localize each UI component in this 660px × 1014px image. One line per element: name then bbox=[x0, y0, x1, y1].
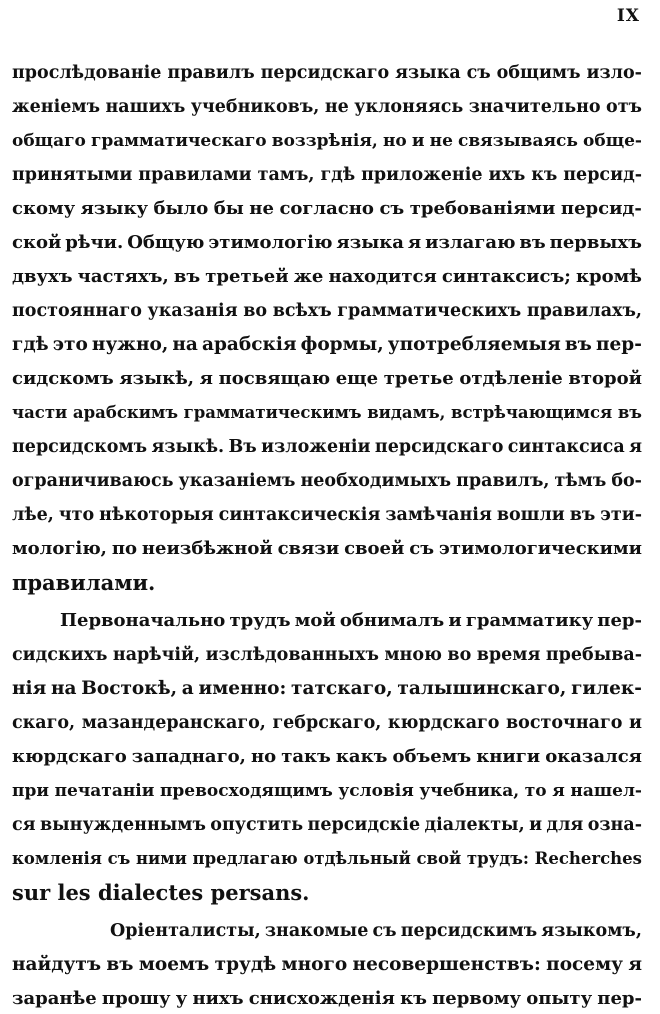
word: обнималъ bbox=[339, 610, 445, 631]
word: воззрѣнія, bbox=[271, 131, 378, 151]
word: персидскіе bbox=[307, 815, 421, 835]
text-line bbox=[12, 92, 642, 122]
text-line bbox=[12, 500, 642, 530]
word: опустить bbox=[210, 815, 304, 835]
word: видамъ, bbox=[367, 403, 446, 422]
word: учебника, bbox=[419, 781, 520, 801]
word: объемъ bbox=[392, 746, 472, 767]
word: грамматическаго bbox=[90, 131, 267, 151]
word: посему bbox=[546, 954, 623, 975]
word: правилами bbox=[138, 165, 252, 185]
word: діалекты, bbox=[424, 815, 525, 835]
word: съ bbox=[372, 921, 397, 941]
word: персид- bbox=[563, 165, 642, 185]
text-line bbox=[12, 534, 642, 564]
word: съ bbox=[409, 538, 435, 559]
text-line bbox=[12, 742, 642, 772]
text-line bbox=[12, 398, 642, 428]
word: трудъ bbox=[229, 610, 291, 631]
word: изложеніи bbox=[261, 437, 371, 457]
word: въ bbox=[569, 505, 596, 525]
text-line bbox=[12, 262, 642, 292]
text-line bbox=[12, 708, 642, 738]
text-line bbox=[12, 58, 642, 88]
word: встрѣчающимся bbox=[450, 403, 613, 422]
word: комленія bbox=[12, 849, 102, 868]
word: персид- bbox=[560, 198, 642, 219]
word: изло- bbox=[586, 63, 642, 83]
word: отъ bbox=[606, 97, 642, 117]
word: въ bbox=[564, 334, 592, 355]
word: грамматику bbox=[465, 610, 594, 631]
word: трудъ: bbox=[466, 849, 529, 868]
word: связываясь bbox=[458, 131, 578, 151]
word: персидскимъ bbox=[400, 921, 538, 941]
word: съ bbox=[379, 198, 405, 219]
word: правилахъ, bbox=[526, 301, 642, 321]
word: Общую bbox=[127, 232, 205, 253]
word: пер- bbox=[595, 334, 642, 355]
word: нашихъ bbox=[105, 97, 186, 117]
text-line bbox=[12, 674, 642, 704]
word: не bbox=[249, 198, 274, 219]
word: отдѣльный bbox=[303, 849, 411, 868]
word: посвящаю bbox=[218, 368, 331, 389]
word: скому bbox=[12, 198, 76, 219]
text-line bbox=[12, 296, 642, 326]
text-line bbox=[12, 330, 642, 360]
word: кромѣ bbox=[576, 266, 642, 287]
word: и bbox=[448, 610, 462, 631]
word: нарѣчій, bbox=[112, 645, 201, 665]
word: лѣе, bbox=[12, 505, 54, 525]
word: мазандеранскаго, bbox=[81, 713, 266, 733]
word: обще- bbox=[583, 131, 642, 151]
word: но bbox=[382, 131, 407, 151]
word: я bbox=[407, 232, 422, 253]
word: персидскаго bbox=[260, 63, 390, 83]
word: было bbox=[153, 198, 209, 219]
word: знакомые bbox=[264, 921, 369, 941]
word: персидскомъ bbox=[12, 437, 148, 457]
word: языку bbox=[80, 198, 148, 219]
word: нужно, bbox=[91, 334, 169, 355]
word: что bbox=[58, 505, 95, 525]
word: языкѣ. bbox=[151, 437, 225, 457]
word: персидскаго bbox=[374, 437, 504, 457]
word: общимъ bbox=[496, 63, 581, 83]
word: своей bbox=[344, 538, 405, 559]
word: я bbox=[552, 781, 565, 801]
word: предлагаю bbox=[192, 849, 298, 868]
word: талышинскаго, bbox=[397, 678, 567, 699]
word: въ bbox=[519, 232, 546, 253]
word: заранѣе bbox=[12, 988, 97, 1009]
word: частяхъ, bbox=[77, 266, 169, 287]
word: женіемъ bbox=[12, 97, 101, 117]
word: я bbox=[629, 437, 642, 457]
word: при bbox=[12, 781, 49, 801]
word: ся bbox=[12, 815, 36, 835]
word: именно: bbox=[198, 678, 287, 699]
word: несовершенствъ: bbox=[352, 954, 541, 975]
word: тамъ, bbox=[257, 165, 315, 185]
word: указаніемъ bbox=[178, 471, 296, 491]
word: превосходящимъ bbox=[159, 781, 333, 801]
word: не bbox=[429, 131, 453, 151]
word: арабскимъ bbox=[72, 403, 179, 422]
text-line bbox=[12, 432, 642, 462]
word: формы, bbox=[300, 334, 384, 355]
word: такъ bbox=[281, 746, 331, 767]
word: кюрдскаго bbox=[387, 713, 500, 733]
text-line bbox=[12, 126, 642, 156]
word: много bbox=[281, 954, 348, 975]
word: нѣкоторыя bbox=[99, 505, 214, 525]
word: арабскія bbox=[202, 334, 297, 355]
word: ними bbox=[135, 849, 187, 868]
word: постояннаго bbox=[12, 301, 142, 321]
word: вынужденнымъ bbox=[39, 815, 206, 835]
word: озна- bbox=[587, 815, 642, 835]
word: необходимыхъ bbox=[300, 471, 452, 491]
word: Оріенталисты, bbox=[110, 921, 261, 941]
word: тѣмъ bbox=[554, 471, 607, 491]
text-line bbox=[110, 916, 642, 946]
text-line: sur les dialectes persans. bbox=[12, 880, 310, 905]
word: пребыва- bbox=[545, 645, 642, 665]
word: синтаксическія bbox=[218, 505, 381, 525]
word: Recherches bbox=[534, 849, 642, 868]
word: съ bbox=[466, 63, 491, 83]
word: эти- bbox=[600, 505, 642, 525]
text-line bbox=[12, 776, 642, 806]
word: какъ bbox=[335, 746, 388, 767]
word: въ bbox=[617, 403, 642, 422]
text-line bbox=[12, 640, 642, 670]
word: но bbox=[250, 746, 277, 767]
word: приложеніе bbox=[361, 165, 483, 185]
word: первому bbox=[432, 988, 521, 1009]
word: опыту bbox=[526, 988, 593, 1009]
word: этимологическими bbox=[438, 538, 642, 559]
word: синтаксиса bbox=[507, 437, 625, 457]
word: снисхожденія bbox=[248, 988, 395, 1009]
text-line bbox=[12, 844, 642, 874]
word: во bbox=[243, 301, 268, 321]
word: сидскихъ bbox=[12, 645, 108, 665]
word: пер- bbox=[597, 988, 642, 1009]
word: находится bbox=[328, 266, 437, 287]
word: ограничиваюсь bbox=[12, 471, 174, 491]
word: же bbox=[293, 266, 324, 287]
word: по bbox=[111, 538, 137, 559]
word: къ bbox=[531, 165, 558, 185]
word: части bbox=[12, 403, 68, 422]
word: западнаго, bbox=[131, 746, 246, 767]
word: бы bbox=[213, 198, 244, 219]
word: найдутъ bbox=[12, 954, 102, 975]
text-line bbox=[12, 228, 642, 258]
word: первыхъ bbox=[549, 232, 642, 253]
word: въ bbox=[173, 266, 201, 287]
word: къ bbox=[400, 988, 427, 1009]
word: и bbox=[628, 713, 642, 733]
word: учебниковъ, bbox=[190, 97, 320, 117]
word: этимологію bbox=[208, 232, 333, 253]
word: то bbox=[524, 781, 547, 801]
word: языка bbox=[395, 63, 461, 83]
word: связи bbox=[277, 538, 340, 559]
word: скаго, bbox=[12, 713, 76, 733]
word: я bbox=[628, 954, 642, 975]
word: правилъ, bbox=[456, 471, 550, 491]
word: еще bbox=[335, 368, 379, 389]
word: излагаю bbox=[425, 232, 516, 253]
text-line bbox=[12, 984, 642, 1014]
word: согласно bbox=[279, 198, 374, 219]
word: рѣчи. bbox=[65, 232, 124, 253]
word: вошли bbox=[496, 505, 565, 525]
word: второй bbox=[568, 368, 642, 389]
word: я bbox=[199, 368, 213, 389]
word: общаго bbox=[12, 131, 86, 151]
word: Первоначально bbox=[60, 610, 226, 631]
word: языкѣ, bbox=[119, 368, 195, 389]
word: бо- bbox=[611, 471, 642, 491]
word: прослѣдованіе bbox=[12, 63, 162, 83]
word: это bbox=[52, 334, 88, 355]
text-line: правилами. bbox=[12, 570, 156, 595]
word: у bbox=[175, 988, 188, 1009]
word: грамматическимъ bbox=[183, 403, 362, 422]
word: гдѣ bbox=[320, 165, 356, 185]
word: употребляемыя bbox=[387, 334, 561, 355]
word: принятыми bbox=[12, 165, 133, 185]
word: неизбѣжной bbox=[141, 538, 273, 559]
word: печатаніи bbox=[54, 781, 155, 801]
word: не bbox=[324, 97, 349, 117]
text-line bbox=[12, 950, 642, 980]
word: гебрскаго, bbox=[272, 713, 382, 733]
word: для bbox=[546, 815, 584, 835]
page-number: IX bbox=[616, 6, 640, 26]
word: татскаго, bbox=[291, 678, 393, 699]
text-line bbox=[12, 194, 642, 224]
word: на bbox=[50, 678, 77, 699]
word: ихъ bbox=[488, 165, 526, 185]
text-line bbox=[60, 606, 642, 636]
word: грамматическихъ bbox=[337, 301, 522, 321]
word: и bbox=[529, 815, 543, 835]
word: прошу bbox=[101, 988, 171, 1009]
word: мой bbox=[294, 610, 336, 631]
word: на bbox=[172, 334, 198, 355]
word: нашел- bbox=[570, 781, 642, 801]
word: третье bbox=[383, 368, 454, 389]
word: нія bbox=[12, 678, 47, 699]
word: съ bbox=[107, 849, 131, 868]
word: правилъ bbox=[167, 63, 255, 83]
word: время bbox=[476, 645, 541, 665]
word: трудѣ bbox=[214, 954, 277, 975]
text-line bbox=[12, 466, 642, 496]
text-line bbox=[12, 364, 642, 394]
word: моемъ bbox=[138, 954, 210, 975]
word: гдѣ bbox=[12, 334, 49, 355]
word: кюрдскаго bbox=[12, 746, 127, 767]
word: указанія bbox=[147, 301, 238, 321]
word: значительно bbox=[468, 97, 601, 117]
word: сидскомъ bbox=[12, 368, 114, 389]
word: условія bbox=[338, 781, 414, 801]
word: въ bbox=[106, 954, 134, 975]
word: Востокѣ, bbox=[81, 678, 178, 699]
word: замѣчанія bbox=[385, 505, 492, 525]
text-line bbox=[12, 160, 642, 190]
word: языка bbox=[336, 232, 404, 253]
word: во bbox=[447, 645, 472, 665]
word: гилек- bbox=[571, 678, 642, 699]
word: мною bbox=[384, 645, 442, 665]
word: всѣхъ bbox=[272, 301, 332, 321]
word: мологію, bbox=[12, 538, 107, 559]
word: Въ bbox=[228, 437, 257, 457]
word: уклоняясь bbox=[354, 97, 464, 117]
word: ской bbox=[12, 232, 62, 253]
word: нихъ bbox=[192, 988, 244, 1009]
word: изслѣдованныхъ bbox=[205, 645, 379, 665]
word: оказался bbox=[545, 746, 642, 767]
word: отдѣленіе bbox=[459, 368, 563, 389]
word: требованіями bbox=[409, 198, 556, 219]
word: а bbox=[181, 678, 194, 699]
word: восточнаго bbox=[506, 713, 623, 733]
word: книги bbox=[476, 746, 541, 767]
word: третьей bbox=[205, 266, 289, 287]
word: двухъ bbox=[12, 266, 73, 287]
word: синтаксисъ; bbox=[441, 266, 571, 287]
word: языкомъ, bbox=[541, 921, 642, 941]
word: пер- bbox=[597, 610, 642, 631]
word: и bbox=[411, 131, 425, 151]
text-line bbox=[12, 810, 642, 840]
word: свой bbox=[416, 849, 462, 868]
